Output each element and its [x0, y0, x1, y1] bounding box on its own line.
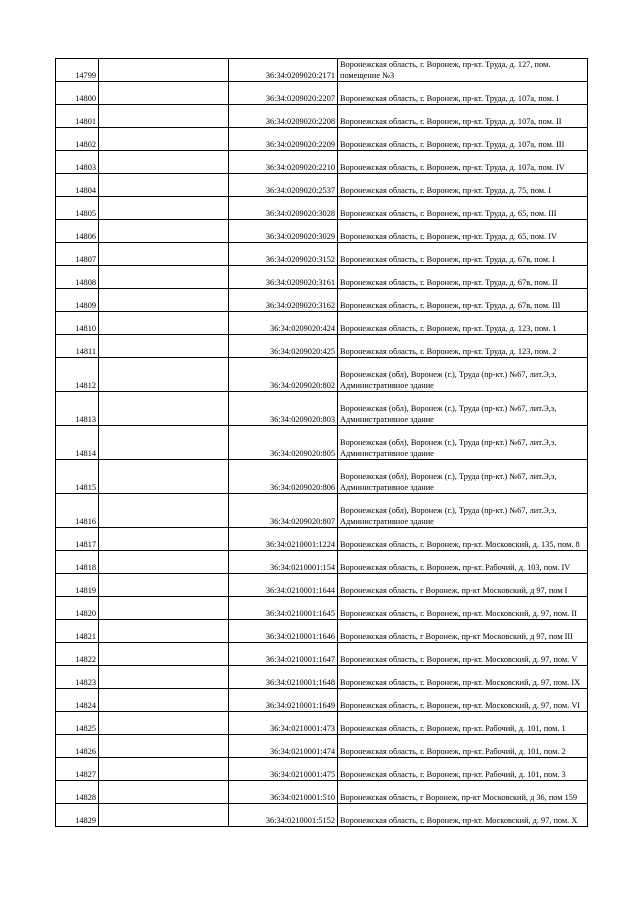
empty-cell [99, 266, 229, 289]
cadastral-number: 36:34:0210001:1645 [229, 597, 338, 620]
cadastral-number: 36:34:0210001:510 [229, 781, 338, 804]
table-row [56, 597, 588, 620]
table-row [56, 59, 588, 82]
address: Воронежская область, г. Воронеж, пр-кт. Рабочий, д. 101, пом. 2 [338, 735, 588, 758]
empty-cell [99, 197, 229, 220]
cadastral-number: 36:34:0210001:5152 [229, 804, 338, 827]
cadastral-number: 36:34:0210001:475 [229, 758, 338, 781]
address: Воронежская область, г. Воронеж, пр-кт. Московский, д. 97, пом. VI [338, 689, 588, 712]
row-number: 14800 [56, 82, 99, 105]
cadastral-number: 36:34:0209020:802 [229, 358, 338, 392]
empty-cell [99, 643, 229, 666]
address: Воронежская область, г. Воронеж, пр-кт. Труда, д. 127, пом. помещение №3 [338, 59, 588, 82]
row-number: 14810 [56, 312, 99, 335]
table-row [56, 735, 588, 758]
empty-cell [99, 392, 229, 426]
empty-cell [99, 712, 229, 735]
empty-cell [99, 781, 229, 804]
empty-cell [99, 426, 229, 460]
address: Воронежская область, г Воронеж, пр-кт Московский, д 97, пом I [338, 574, 588, 597]
row-number: 14808 [56, 266, 99, 289]
table-row [56, 151, 588, 174]
table-row [56, 266, 588, 289]
row-number: 14817 [56, 528, 99, 551]
row-number: 14824 [56, 689, 99, 712]
address: Воронежская область, г. Воронеж, пр-кт. Труда, д. 75, пом. I [338, 174, 588, 197]
cadastral-number: 36:34:0209020:2207 [229, 82, 338, 105]
address: Воронежская (обл), Воронеж (г.), Труда (пр-кт.) №67, лит.Э,э, Административное здание [338, 392, 588, 426]
address: Воронежская область, г. Воронеж, пр-кт. Московский, д. 97, пом. V [338, 643, 588, 666]
address: Воронежская область, г. Воронеж, пр-кт. Труда, д. 67в, пом. I [338, 243, 588, 266]
cadastral-number: 36:34:0210001:1644 [229, 574, 338, 597]
empty-cell [99, 59, 229, 82]
address: Воронежская область, г. Воронеж, пр-кт. Труда, д. 107а, пом. II [338, 105, 588, 128]
cadastral-number: 36:34:0210001:1649 [229, 689, 338, 712]
address: Воронежская (обл), Воронеж (г.), Труда (пр-кт.) №67, лит.Э,э, Административное здание [338, 426, 588, 460]
cadastral-number: 36:34:0210001:1224 [229, 528, 338, 551]
cadastral-number: 36:34:0210001:473 [229, 712, 338, 735]
empty-cell [99, 528, 229, 551]
cadastral-number: 36:34:0209020:424 [229, 312, 338, 335]
empty-cell [99, 151, 229, 174]
empty-cell [99, 220, 229, 243]
table-row [56, 174, 588, 197]
row-number: 14828 [56, 781, 99, 804]
empty-cell [99, 243, 229, 266]
row-number: 14815 [56, 460, 99, 494]
cadastral-number: 36:34:0209020:807 [229, 494, 338, 528]
empty-cell [99, 597, 229, 620]
cadastral-number: 36:34:0209020:425 [229, 335, 338, 358]
row-number: 14829 [56, 804, 99, 827]
address: Воронежская область, г. Воронеж, пр-кт. Московский, д. 97, пом. IX [338, 666, 588, 689]
empty-cell [99, 460, 229, 494]
table-row [56, 528, 588, 551]
cadastral-number: 36:34:0209020:2209 [229, 128, 338, 151]
address: Воронежская область, г Воронеж, пр-кт Московский, д 36, пом 159 [338, 781, 588, 804]
cadastral-number: 36:34:0209020:2210 [229, 151, 338, 174]
empty-cell [99, 289, 229, 312]
empty-cell [99, 335, 229, 358]
table-row [56, 804, 588, 827]
table-row [56, 82, 588, 105]
row-number: 14799 [56, 59, 99, 82]
empty-cell [99, 494, 229, 528]
cadastral-number: 36:34:0209020:803 [229, 392, 338, 426]
cadastral-number: 36:34:0210001:1648 [229, 666, 338, 689]
table-row [56, 712, 588, 735]
cadastral-number: 36:34:0209020:3028 [229, 197, 338, 220]
row-number: 14821 [56, 620, 99, 643]
row-number: 14819 [56, 574, 99, 597]
row-number: 14801 [56, 105, 99, 128]
address: Воронежская область, г. Воронеж, пр-кт. Московский, д. 135, пом. 8 [338, 528, 588, 551]
row-number: 14827 [56, 758, 99, 781]
row-number: 14803 [56, 151, 99, 174]
row-number: 14813 [56, 392, 99, 426]
table-row [56, 689, 588, 712]
row-number: 14805 [56, 197, 99, 220]
table-row [56, 574, 588, 597]
cadastral-number: 36:34:0210001:1646 [229, 620, 338, 643]
row-number: 14823 [56, 666, 99, 689]
row-number: 14802 [56, 128, 99, 151]
address: Воронежская (обл), Воронеж (г.), Труда (пр-кт.) №67, лит.Э,э, Административное здание [338, 494, 588, 528]
row-number: 14825 [56, 712, 99, 735]
row-number: 14812 [56, 358, 99, 392]
cadastral-number: 36:34:0209020:2537 [229, 174, 338, 197]
table-row [56, 358, 588, 392]
address: Воронежская область, г Воронеж, пр-кт Московский, д 97, пом III [338, 620, 588, 643]
table-row [56, 551, 588, 574]
address: Воронежская область, г. Воронеж, пр-кт. Труда, д. 67в, пом. II [338, 266, 588, 289]
cadastral-number: 36:34:0209020:2208 [229, 105, 338, 128]
row-number: 14811 [56, 335, 99, 358]
empty-cell [99, 128, 229, 151]
cadastral-number: 36:34:0209020:3161 [229, 266, 338, 289]
address: Воронежская область, г. Воронеж, пр-кт. Рабочий, д. 101, пом. 3 [338, 758, 588, 781]
table-row [56, 312, 588, 335]
address: Воронежская область, г. Воронеж, пр-кт. Московский, д. 97, пом. II [338, 597, 588, 620]
address: Воронежская (обл), Воронеж (г.), Труда (пр-кт.) №67, лит.Э,э, Административное здание [338, 358, 588, 392]
table-row [56, 105, 588, 128]
empty-cell [99, 804, 229, 827]
empty-cell [99, 551, 229, 574]
table-row [56, 335, 588, 358]
address: Воронежская область, г. Воронеж, пр-кт. Московский, д. 97, пом. X [338, 804, 588, 827]
row-number: 14806 [56, 220, 99, 243]
row-number: 14809 [56, 289, 99, 312]
row-number: 14826 [56, 735, 99, 758]
address: Воронежская область, г. Воронеж, пр-кт. Труда, д. 107а, пом. III [338, 128, 588, 151]
address: Воронежская область, г. Воронеж, пр-кт. Труда, д. 67в, пом. III [338, 289, 588, 312]
table-row [56, 289, 588, 312]
table-row [56, 781, 588, 804]
address: Воронежская область, г. Воронеж, пр-кт. Труда, д. 123, пом. 2 [338, 335, 588, 358]
table-row [56, 666, 588, 689]
empty-cell [99, 689, 229, 712]
row-number: 14814 [56, 426, 99, 460]
empty-cell [99, 174, 229, 197]
cadastral-number: 36:34:0209020:2171 [229, 59, 338, 82]
row-number: 14816 [56, 494, 99, 528]
empty-cell [99, 758, 229, 781]
table-row [56, 758, 588, 781]
address: Воронежская область, г. Воронеж, пр-кт. Рабочий, д. 101, пом. 1 [338, 712, 588, 735]
cadastral-number: 36:34:0209020:806 [229, 460, 338, 494]
address: Воронежская область, г. Воронеж, пр-кт. Труда, д. 65, пом. IV [338, 220, 588, 243]
table-row [56, 426, 588, 460]
cadastral-number: 36:34:0209020:805 [229, 426, 338, 460]
row-number: 14804 [56, 174, 99, 197]
table-row [56, 620, 588, 643]
cadastral-number: 36:34:0209020:3162 [229, 289, 338, 312]
row-number: 14820 [56, 597, 99, 620]
cadastral-number: 36:34:0210001:154 [229, 551, 338, 574]
table-row [56, 392, 588, 426]
empty-cell [99, 574, 229, 597]
address: Воронежская область, г. Воронеж, пр-кт. Труда, д. 123, пом. 1 [338, 312, 588, 335]
empty-cell [99, 105, 229, 128]
empty-cell [99, 620, 229, 643]
empty-cell [99, 666, 229, 689]
cadastral-number: 36:34:0209020:3152 [229, 243, 338, 266]
row-number: 14822 [56, 643, 99, 666]
cadastral-number: 36:34:0210001:1647 [229, 643, 338, 666]
empty-cell [99, 358, 229, 392]
cadastral-number: 36:34:0210001:474 [229, 735, 338, 758]
empty-cell [99, 312, 229, 335]
row-number: 14818 [56, 551, 99, 574]
table-row [56, 494, 588, 528]
table-row [56, 643, 588, 666]
registry-table-body [56, 59, 588, 827]
table-row [56, 220, 588, 243]
empty-cell [99, 735, 229, 758]
address: Воронежская область, г. Воронеж, пр-кт. Труда, д. 107а, пом. IV [338, 151, 588, 174]
table-row [56, 197, 588, 220]
address: Воронежская область, г. Воронеж, пр-кт. Труда, д. 65, пом. III [338, 197, 588, 220]
registry-table [55, 58, 588, 827]
address: Воронежская область, г. Воронеж, пр-кт. Труда, д. 107а, пом. I [338, 82, 588, 105]
table-row [56, 128, 588, 151]
table-row [56, 460, 588, 494]
row-number: 14807 [56, 243, 99, 266]
table-row [56, 243, 588, 266]
address: Воронежская (обл), Воронеж (г.), Труда (пр-кт.) №67, лит.Э,э, Административное здание [338, 460, 588, 494]
empty-cell [99, 82, 229, 105]
cadastral-number: 36:34:0209020:3029 [229, 220, 338, 243]
address: Воронежская область, г. Воронеж, пр-кт. Рабочий, д. 103, пом. IV [338, 551, 588, 574]
